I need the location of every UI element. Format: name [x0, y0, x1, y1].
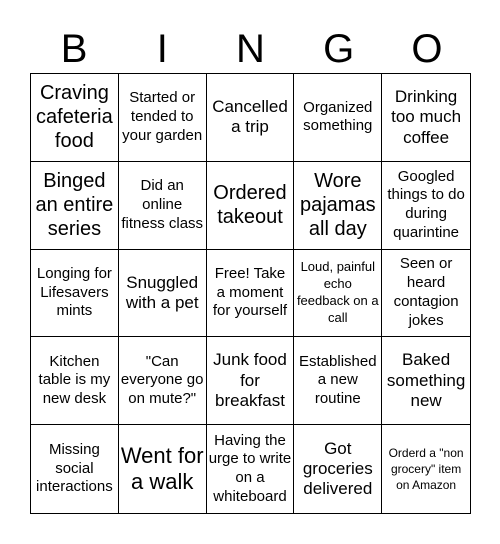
bingo-cell[interactable] [207, 74, 295, 162]
cell-label: Seen or heard contagion jokes [393, 255, 459, 329]
cell-label: Loud, painful echo feedback on a call [296, 259, 379, 325]
cell-label: Having the urge to write on a whiteboard [208, 431, 292, 505]
cell-label: Googled things to do during quarintine [387, 167, 465, 241]
bingo-cell[interactable] [294, 250, 382, 338]
bingo-board [30, 73, 471, 514]
cell-label: Drinking too much coffee [391, 86, 462, 147]
header-letter-n: N [236, 27, 265, 71]
cell-label: Longing for Lifesavers mints [36, 264, 112, 320]
cell-label: Snuggled with a pet [125, 272, 199, 312]
cell-label: Wore pajamas all day [299, 170, 376, 241]
bingo-cell[interactable] [31, 337, 119, 425]
bingo-cell[interactable] [31, 74, 119, 162]
bingo-cell[interactable] [31, 425, 119, 513]
header-letter-b: B [60, 27, 88, 71]
cell-label: Free! Take a moment for yourself [212, 264, 288, 320]
header-letter-i: I [156, 27, 168, 71]
cell-label: Baked something new [386, 350, 466, 410]
bingo-cell[interactable] [31, 162, 119, 250]
bingo-cell[interactable] [382, 425, 470, 513]
cell-label: Junk food for breakfast [213, 350, 287, 410]
bingo-cell[interactable] [31, 250, 119, 338]
cell-label: Missing social interactions [36, 440, 113, 496]
bingo-cell[interactable] [119, 250, 207, 338]
cell-label: Orderd a "non grocery" item on Amazon [388, 445, 464, 493]
cell-label: Cancelled a trip [212, 97, 288, 137]
cell-label: Binged an entire series [35, 170, 114, 241]
cell-label: Craving cafeteria food [36, 82, 113, 153]
header-letter-g: G [323, 27, 355, 71]
bingo-cell[interactable] [207, 425, 295, 513]
cell-label: Went for a walk [120, 442, 204, 495]
bingo-header [30, 24, 471, 74]
cell-label: "Can everyone go on mute?" [120, 352, 204, 408]
bingo-cell[interactable] [207, 337, 295, 425]
bingo-cell[interactable] [119, 162, 207, 250]
bingo-cell[interactable] [382, 250, 470, 338]
bingo-cell[interactable] [294, 74, 382, 162]
cell-label: Got groceries delivered [302, 438, 373, 499]
cell-label: Organized something [303, 98, 373, 135]
bingo-cell[interactable] [119, 74, 207, 162]
bingo-cell[interactable] [119, 425, 207, 513]
bingo-cell[interactable] [382, 162, 470, 250]
bingo-cell[interactable] [294, 425, 382, 513]
bingo-cell[interactable] [382, 337, 470, 425]
bingo-cell[interactable] [382, 74, 470, 162]
cell-label: Started or tended to your garden [122, 89, 203, 144]
bingo-cell[interactable] [207, 162, 295, 250]
cell-label: Ordered takeout [213, 182, 287, 229]
header-letter-o: O [411, 27, 443, 71]
cell-label: Established a new routine [299, 352, 377, 408]
bingo-cell[interactable] [294, 337, 382, 425]
bingo-cell[interactable] [294, 162, 382, 250]
bingo-cell[interactable] [119, 337, 207, 425]
bingo-cell free-space[interactable] [207, 250, 295, 338]
cell-label: Did an online fitness class [121, 177, 204, 232]
cell-label: Kitchen table is my new desk [38, 352, 111, 408]
